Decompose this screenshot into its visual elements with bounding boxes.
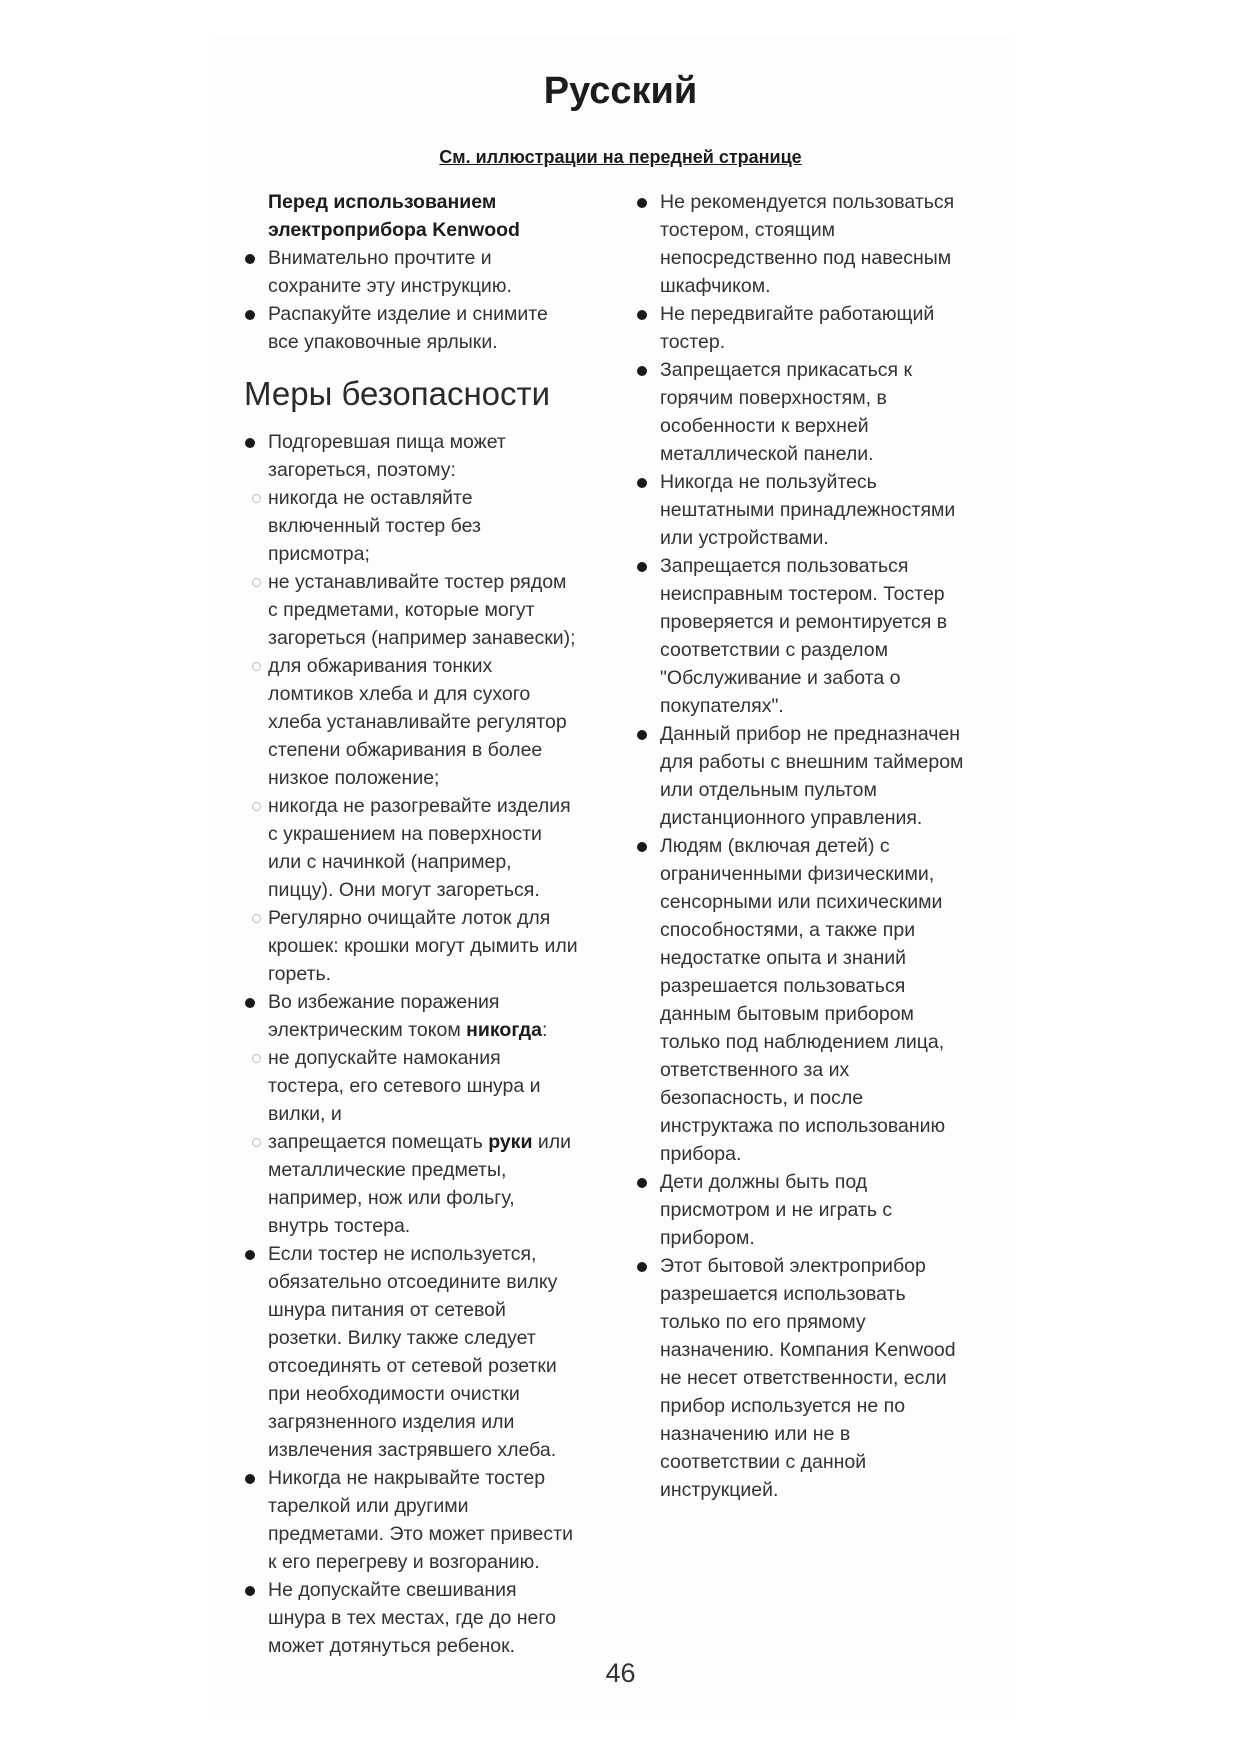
list-item-line: Если тостер не используется, (268, 1243, 537, 1265)
list-item-line: недостатке опыта и знаний (660, 947, 907, 969)
list-item-line: с предметами, которые могут (268, 599, 535, 621)
list-item-line: загореться (например занавески); (268, 627, 576, 649)
list-item-line: инструкцией. (660, 1479, 779, 1501)
list-item (244, 300, 624, 356)
list-item (636, 188, 1006, 300)
list-item-line: соответствии с данной (660, 1451, 867, 1473)
list-item (244, 244, 624, 300)
list-item (636, 356, 1006, 468)
list-item-line: хлеба устанавливайте регулятор (268, 711, 567, 733)
emphasis-text: никогда (466, 1019, 542, 1041)
list-item-line: шкафчиком. (660, 275, 771, 297)
list-item-line: для работы с внешним таймером (660, 751, 964, 773)
list-item-line: шнура в тех местах, где до него (268, 1607, 556, 1629)
list-item-line: крошек: крошки могут дымить или (268, 935, 578, 957)
safety-list-left (244, 428, 624, 1660)
list-item-line: все упаковочные ярлыки. (268, 331, 498, 353)
list-item-line: шнура питания от сетевой (268, 1299, 506, 1321)
list-item-line: только под наблюдением лица, (660, 1031, 945, 1053)
list-item-line: Данный прибор не предназначен (660, 723, 961, 745)
list-item (636, 832, 1006, 1168)
list-item-line: включенный тостер без (268, 515, 481, 537)
list-item-line: Распакуйте изделие и снимите (268, 303, 548, 325)
list-item-line: не устанавливайте тостер рядом (268, 571, 567, 593)
list-item-line: сенсорными или психическими (660, 891, 943, 913)
list-item-line: никогда не разогревайте изделия (268, 795, 571, 817)
list-item (636, 552, 1006, 720)
list-item-line: покупателях". (660, 695, 784, 717)
list-item-line: или устройствами. (660, 527, 829, 549)
list-item-line: загрязненного изделия или (268, 1411, 515, 1433)
safety-list-right (636, 188, 1006, 1504)
list-item-line: запрещается помещать руки или (268, 1131, 572, 1153)
list-item (636, 1252, 1006, 1504)
list-item-line: металлические предметы, (268, 1159, 507, 1181)
list-item-line: не допускайте намокания (268, 1047, 501, 1069)
list-item-line: розетки. Вилку также следует (268, 1327, 536, 1349)
list-item-line: нештатными принадлежностями (660, 499, 956, 521)
list-item-line: пиццу). Они могут загореться. (268, 879, 540, 901)
list-item-line: Регулярно очищайте лоток для (268, 907, 551, 929)
list-item-line: может дотянуться ребенок. (268, 1635, 516, 1657)
list-item-line: дистанционного управления. (660, 807, 923, 829)
list-item-line: обязательно отсоедините вилку (268, 1271, 558, 1293)
list-item-line: сохраните эту инструкцию. (268, 275, 512, 297)
list-item (244, 1576, 624, 1660)
list-item-line: соответствии с разделом (660, 639, 889, 661)
list-item-line: Не допускайте свешивания (268, 1579, 517, 1601)
list-item-line: Никогда не накрывайте тостер (268, 1467, 546, 1489)
list-item-line: тостер. (660, 331, 726, 353)
list-item (636, 300, 1006, 356)
list-item-line: ломтиков хлеба и для сухого (268, 683, 531, 705)
list-item-line: неисправным тостером. Тостер (660, 583, 945, 605)
list-item-line: отсоединять от сетевой розетки (268, 1355, 557, 1377)
list-item-line: назначению или не в (660, 1423, 851, 1445)
list-item-line: при необходимости очистки (268, 1383, 520, 1405)
list-item-line: металлической панели. (660, 443, 874, 465)
list-item-line: горячим поверхностям, в (660, 387, 887, 409)
sub-list-item (244, 1044, 624, 1128)
intro-heading (268, 188, 624, 244)
list-item-line: присмотром и не играть с (660, 1199, 893, 1221)
emphasis-text: руки (488, 1131, 533, 1153)
intro-heading-line: электроприбора Kenwood (268, 219, 520, 241)
list-item-line: гореть. (268, 963, 332, 985)
list-item-line: разрешается использовать (660, 1283, 906, 1305)
list-item-line: тостера, его сетевого шнура и (268, 1075, 541, 1097)
list-item-line: Дети должны быть под (660, 1171, 868, 1193)
list-item-line: назначению. Компания Kenwood (660, 1339, 956, 1361)
list-item-line: Внимательно прочтите и (268, 247, 492, 269)
list-item-line: инструктажа по использованию (660, 1115, 946, 1137)
list-item-line: низкое положение; (268, 767, 440, 789)
list-item-line: Запрещается пользоваться (660, 555, 909, 577)
sub-list-item (244, 652, 624, 792)
left-column (244, 188, 624, 1660)
safety-heading: Меры безопасности (244, 375, 551, 412)
list-item-line: Этот бытовой электроприбор (660, 1255, 926, 1277)
list-item (636, 1168, 1006, 1252)
list-item-line: присмотра; (268, 543, 370, 565)
list-item-line: внутрь тостера. (268, 1215, 411, 1237)
list-item (244, 988, 624, 1044)
list-item-line: тарелкой или другими (268, 1495, 469, 1517)
sub-list-item (244, 792, 624, 904)
list-item-line: данным бытовым прибором (660, 1003, 914, 1025)
list-item-line: вилки, и (268, 1103, 342, 1125)
illustrations-note: См. иллюстрации на передней странице (439, 147, 802, 167)
sub-list-item (244, 484, 624, 568)
list-item-line: прибора. (660, 1143, 742, 1165)
list-item-line: предметами. Это может привести (268, 1523, 573, 1545)
list-item-line: или с начинкой (например, (268, 851, 512, 873)
list-item-line: степени обжаривания в более (268, 739, 543, 761)
list-item-line: для обжаривания тонких (268, 655, 493, 677)
list-item-line: загореться, поэтому: (268, 459, 456, 481)
list-item-line: ответственного за их (660, 1059, 850, 1081)
list-item-line: Людям (включая детей) с (660, 835, 890, 857)
list-item-line: например, нож или фольгу, (268, 1187, 515, 1209)
sub-list-item (244, 568, 624, 652)
list-item-line: непосредственно под навесным (660, 247, 952, 269)
list-item-line: никогда не оставляйте (268, 487, 473, 509)
list-item-line: Не рекомендуется пользоваться (660, 191, 955, 213)
sub-list-item (244, 1128, 624, 1240)
list-item (636, 468, 1006, 552)
list-item-line: извлечения застрявшего хлеба. (268, 1439, 557, 1461)
list-item-line: ограниченными физическими, (660, 863, 935, 885)
list-item-line: проверяется и ремонтируется в (660, 611, 948, 633)
list-item-line: Подгоревшая пища может (268, 431, 506, 453)
list-item-line: способностями, а также при (660, 919, 916, 941)
list-item-line: с украшением на поверхности (268, 823, 542, 845)
intro-heading-line: Перед использованием (268, 191, 497, 213)
list-item-line: прибор используется не по (660, 1395, 906, 1417)
list-item-line: особенности к верхней (660, 415, 869, 437)
page-title: Русский (543, 70, 698, 112)
intro-list (244, 244, 624, 356)
list-item-line: тостером, стоящим (660, 219, 836, 241)
list-item (636, 720, 1006, 832)
list-item-line: прибором. (660, 1227, 755, 1249)
page-number: 46 (605, 1658, 636, 1688)
list-item-line: Во избежание поражения (268, 991, 500, 1013)
list-item-line: не несет ответственности, если (660, 1367, 947, 1389)
list-item-line: Не передвигайте работающий (660, 303, 935, 325)
list-item-line: разрешается пользоваться (660, 975, 906, 997)
list-item-line: только по его прямому (660, 1311, 866, 1333)
list-item-line: электрическим током никогда: (268, 1019, 548, 1041)
list-item (244, 1464, 624, 1576)
list-item-line: или отдельным пультом (660, 779, 877, 801)
right-column (636, 188, 1006, 1504)
list-item-line: к его перегреву и возгоранию. (268, 1551, 540, 1573)
list-item-line: Никогда не пользуйтесь (660, 471, 877, 493)
list-item-line: безопасность, и после (660, 1087, 864, 1109)
list-item (244, 428, 624, 484)
list-item (244, 1240, 624, 1464)
sub-list-item (244, 904, 624, 988)
list-item-line: Запрещается прикасаться к (660, 359, 913, 381)
list-item-line: "Обслуживание и забота о (660, 667, 901, 689)
